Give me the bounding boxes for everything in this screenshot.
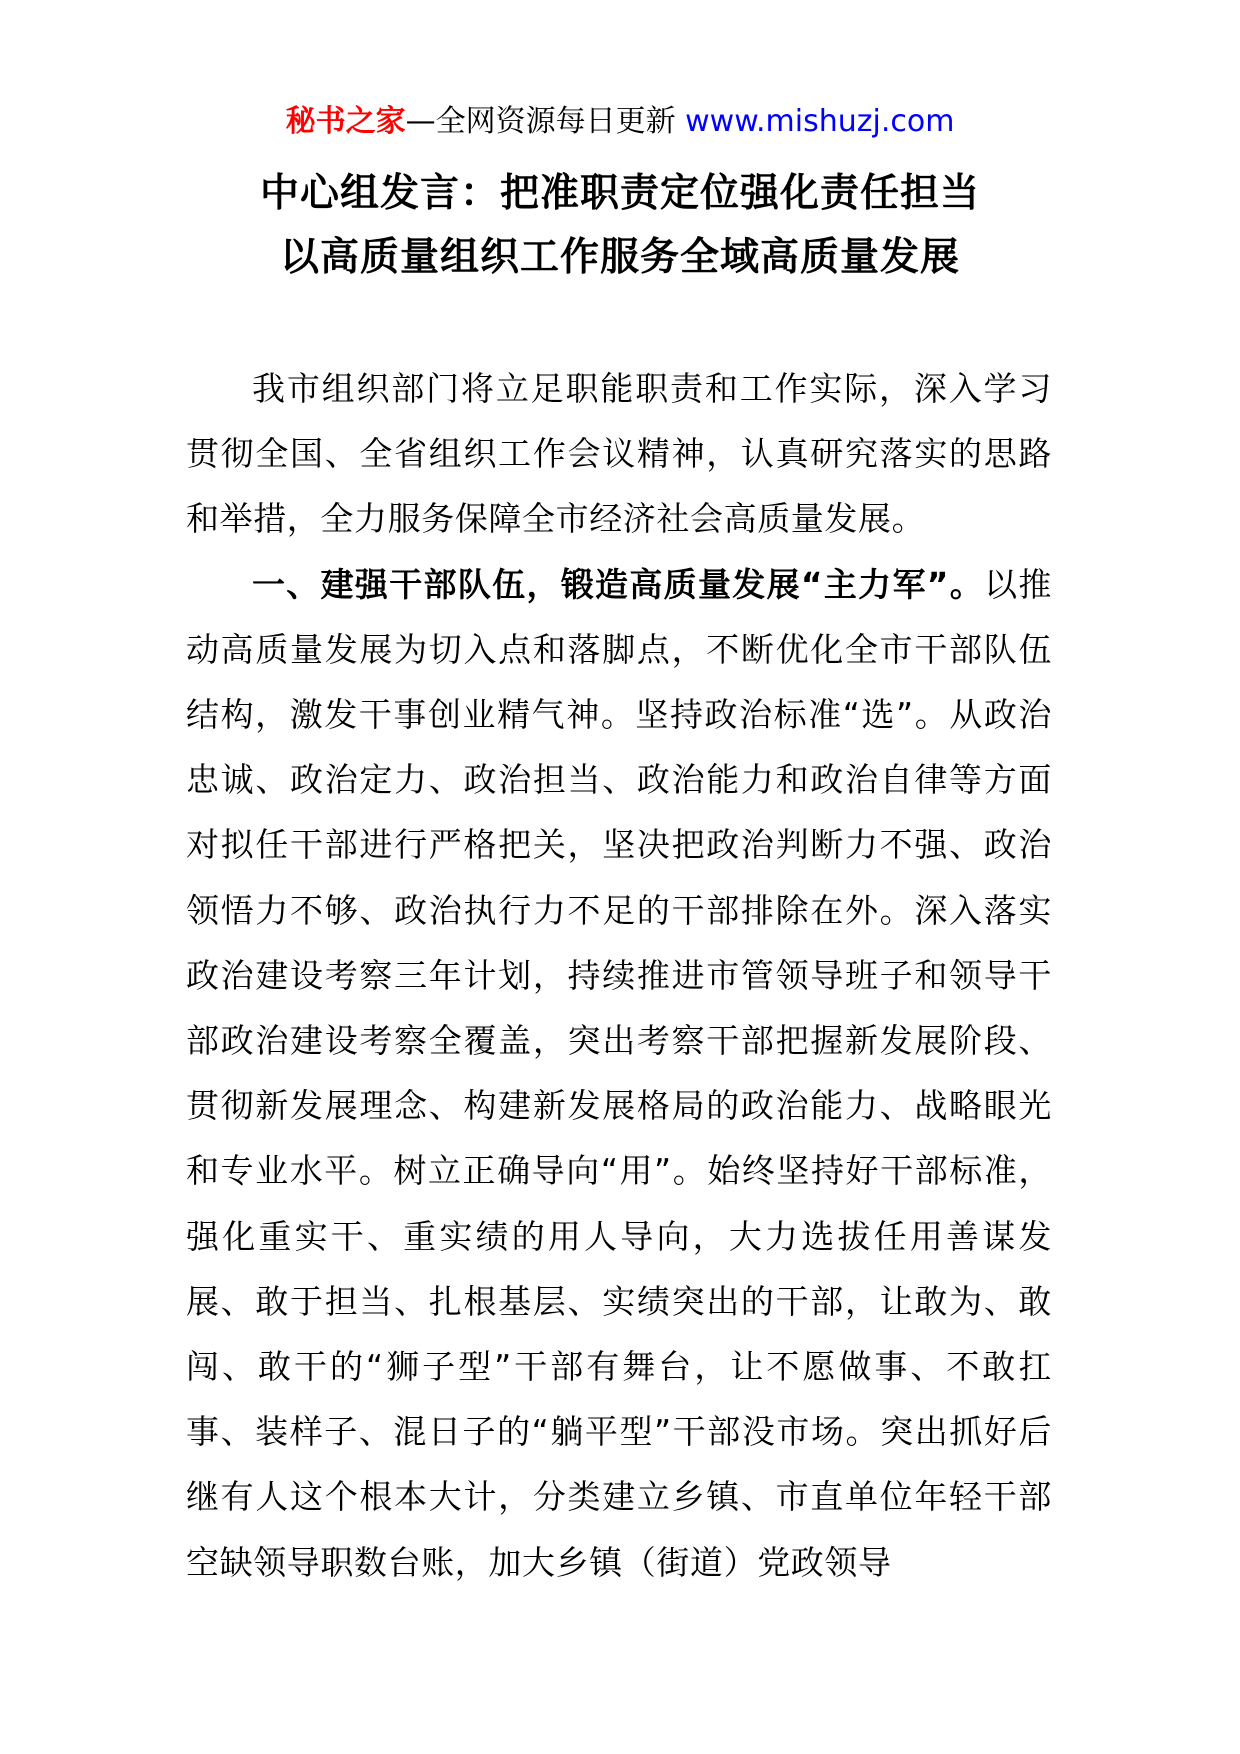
document-body: [186, 356, 1052, 1595]
site-header: [0, 100, 1240, 144]
document-title-line1: 中心组发言：把准职责定位强化责任担当: [259, 171, 980, 216]
site-tagline: —全网资源每日更新: [405, 104, 676, 139]
section-1-body: 以推动高质量发展为切入点和落脚点，不断优化全市干部队伍结构，激发干事创业精气神。坚持政治标准“选”。从政治忠诚、政治定力、政治担当、政治能力和政治自律等方面对拟任干部进行严格把关，坚决把政治判断力不强、政治领悟力不够、政治执行力不足的干部排除在外。深入落实政治建设考察三年计划，持续推进市管领导班子和领导干部政治建设考察全覆盖，突出考察干部把握新发展阶段、贯彻新发展理念、构建新发展格局的政治能力、战略眼光和专业水平。树立正确导向“用”。始终坚持好干部标准，强化重实干、重实绩的用人导向，大力选拔任用善谋发展、敢于担当、扎根基层、实绩突出的干部，让敢为、敢闯、敢干的“狮子型”干部有舞台，让不愿做事、不敢扛事、装样子、混日子的“躺平型”干部没市场。突出抓好后继有人这个根本大计，分类建立乡镇、市直单位年轻干部空缺领导职数台账，加大乡镇（街道）党政领导: [186, 564, 1052, 1582]
section-1-paragraph: [186, 552, 1052, 1595]
section-1-heading: 一、建强干部队伍，锻造高质量发展“主力军”。: [252, 564, 985, 604]
site-url-link[interactable]: www.mishuzj.com: [685, 104, 955, 139]
site-brand: 秘书之家: [285, 104, 406, 139]
intro-paragraph: 我市组织部门将立足职能职责和工作实际，深入学习贯彻全国、全省组织工作会议精神，认真研究落实的思路和举措，全力服务保障全市经济社会高质量发展。: [186, 369, 1052, 539]
document-title-line2: 以高质量组织工作服务全域高质量发展: [279, 235, 960, 280]
